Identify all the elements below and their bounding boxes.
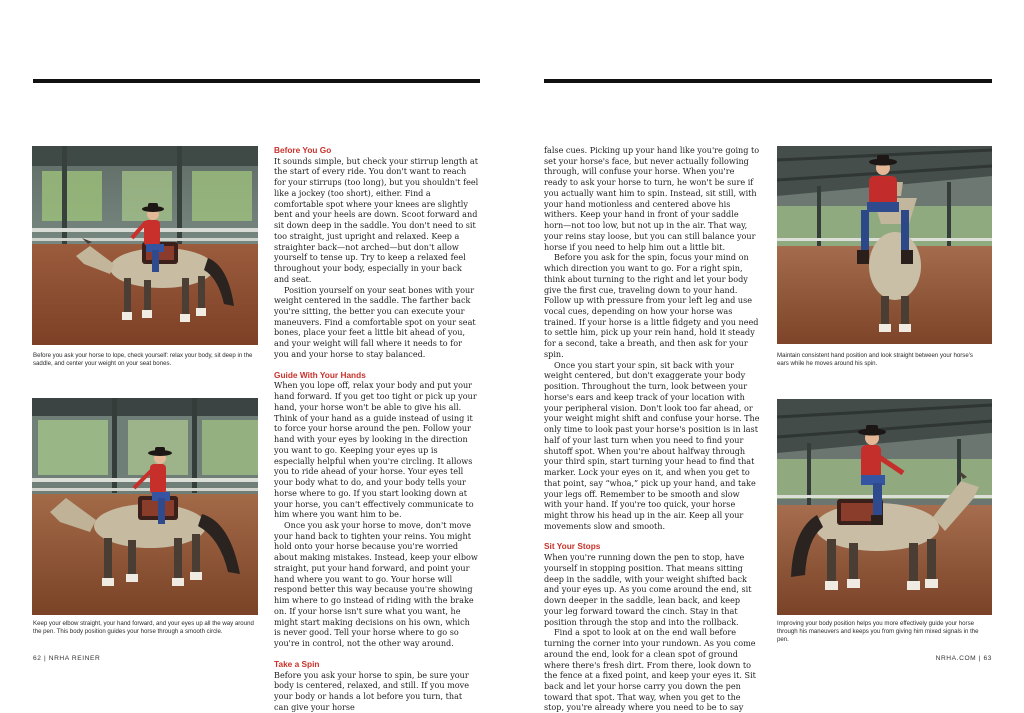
top-rule-left — [33, 79, 480, 83]
article-column-2 — [544, 145, 760, 713]
heading-sit-your-stops: Sit Your Stops — [544, 541, 601, 552]
folio-left: 62 | NRHA REINER — [33, 655, 101, 662]
paragraph: Once you ask your horse to move, don't move your hand back to tighten your reins. You might hold onto your horse because you're worried about making mistakes. Instead, keep your elbow straight, put your hand forward, and point your hand where you want to go. Your horse will respond better this way because you're showing him where to go instead of riding with the brake on. If your horse isn't sure what you want, he might start making decisions on his own, which is never good. Tell your horse where to go so you're in control, not the other way around. — [274, 519, 478, 649]
paragraph: Before you ask for the spin, focus your mind on which direction you want to go. For a right spin, think about turning to the right and let your body give the first cue, traveling down to your hand. Follow up with pressure from your left leg and use vocal cues, depending on how your horse was trained. If your horse is a little fidgety and you need to settle him, pick up your rein hand, hold it steady for a second, take a breath, and then ask for your spin. — [544, 252, 759, 359]
paragraph: When you lope off, relax your body and put your hand forward. If you get too tight or pick up your hand, your horse won't be able to give his all. Think of your hand as a guide instead of using it to force your horse around the pen. Follow your hand with your eyes by looking in the direction you want to go. Keeping your eyes up is especially helpful when you're circling. It allows you to ride ahead of your horse. Your eyes tell your body what to do, and your body tells your horse where to go. If you start looking down at your horse, you can't effectively communicate to him where you want him to be. — [274, 380, 477, 520]
photo-rider-circling — [32, 398, 258, 615]
heading-before-you-go: Before You Go — [274, 145, 332, 155]
paragraph: Before you ask your horse to spin, be sure your body is centered, relaxed, and still. If you move your body or hands a lot before you turn, that can give your horse — [274, 669, 470, 712]
photo-caption-2: Keep your elbow straight, your hand forward, and your eyes up all the way around the pen. This body position guides your horse through a smooth circle. — [33, 620, 254, 635]
paragraph: Find a spot to look at on the end wall before turning the corner into your rundown. As you come around the end, look for a clean spot of ground where there's fresh dirt. From there, look down to the fence at a fixed point, and keep your eyes it. Sit back and let your horse carry you down the pen toward that spot. That way, when you get to the stop, you're already where you need to be to say — [544, 627, 756, 713]
heading-take-a-spin: Take a Spin — [274, 658, 320, 669]
photo-caption-4: Improving your body position helps you more effectively guide your horse through his maneuvers and keeps you from giving him mixed signals in the pen. — [777, 620, 979, 643]
paragraph: false cues. Picking up your hand like you're going to set your horse's face, but never actually following through, will confuse your horse. When you're ready to ask your horse to turn, he won't be sure if you actually want him to spin. Instead, sit still, with your hand motionless and centered above his withers. Keep your hand in front of your saddle horn—not too low, but not up in the air. That way, your reins stay loose, but you can still balance your horse if you need to help him out a little bit. — [544, 145, 760, 252]
photo-rider-spinning — [777, 146, 992, 344]
top-rule-right — [544, 79, 992, 83]
paragraph: When you're running down the pen to stop, have yourself in stopping position. That means sitting deep in the saddle, with your weight shifted back and your eyes up. As you come around the end, sit down deeper in the saddle, lean back, and keep your leg forward toward the cinch. Stay in that position through the stop and into the rollback. — [544, 552, 752, 627]
photo-caption-3: Maintain consistent hand position and look straight between your horse's ears while he moves around his spin. — [777, 352, 973, 367]
heading-guide-with-your-hands: Guide With Your Hands — [274, 369, 366, 380]
photo-rider-loping — [32, 146, 258, 345]
paragraph: Once you start your spin, sit back with your weight centered, but don't exaggerate your body position. Throughout the turn, look between your horse's ears and keep track of your location with your peripheral vision. Don't look too far ahead, or your weight might shift and confuse your horse. The only time to look past your horse's position is in last half of your last turn when you need to find your shutoff spot. When you're about halfway through your third spin, start turning your head to find that marker. Lock your eyes on it, and when you get to that point, say “whoa,” pick up your hand, and take your legs off. Remember to be smooth and slow with your hand. If you're too quick, your horse might throw his head up in the air. Keep all your movements slow and smooth. — [544, 359, 760, 531]
paragraph: It sounds simple, but check your stirrup length at the start of every ride. You don't want to reach for your stirrups (too long), but you shouldn't feel like a jockey (too short), either. Find a comfortable spot where your knees are slightly bent and your heels are down. Scoot forward and sit down deep in the saddle. You don't need to sit too straight, just upright and relaxed. Keep a straighter back—not arched—but don't allow yourself to tense up. Try to keep a relaxed feel throughout your body, especially in your back and seat. — [274, 155, 479, 284]
photo-rider-standing — [777, 399, 992, 615]
folio-right: NRHA.COM | 63 — [935, 655, 992, 662]
photo-caption-1: Before you ask your horse to lope, check yourself: relax your body, sit deep in the saddle, and center your weight on your seat bones. — [33, 352, 253, 367]
article-column-1 — [274, 145, 479, 712]
paragraph: Position yourself on your seat bones with your weight centered in the saddle. The farther back you're sitting, the better you can execute your maneuvers. Find a comfortable spot on your seat bones, place your feet a little bit ahead of you, and your weight will fall where it needs to for you and your horse to stay balanced. — [274, 284, 476, 359]
